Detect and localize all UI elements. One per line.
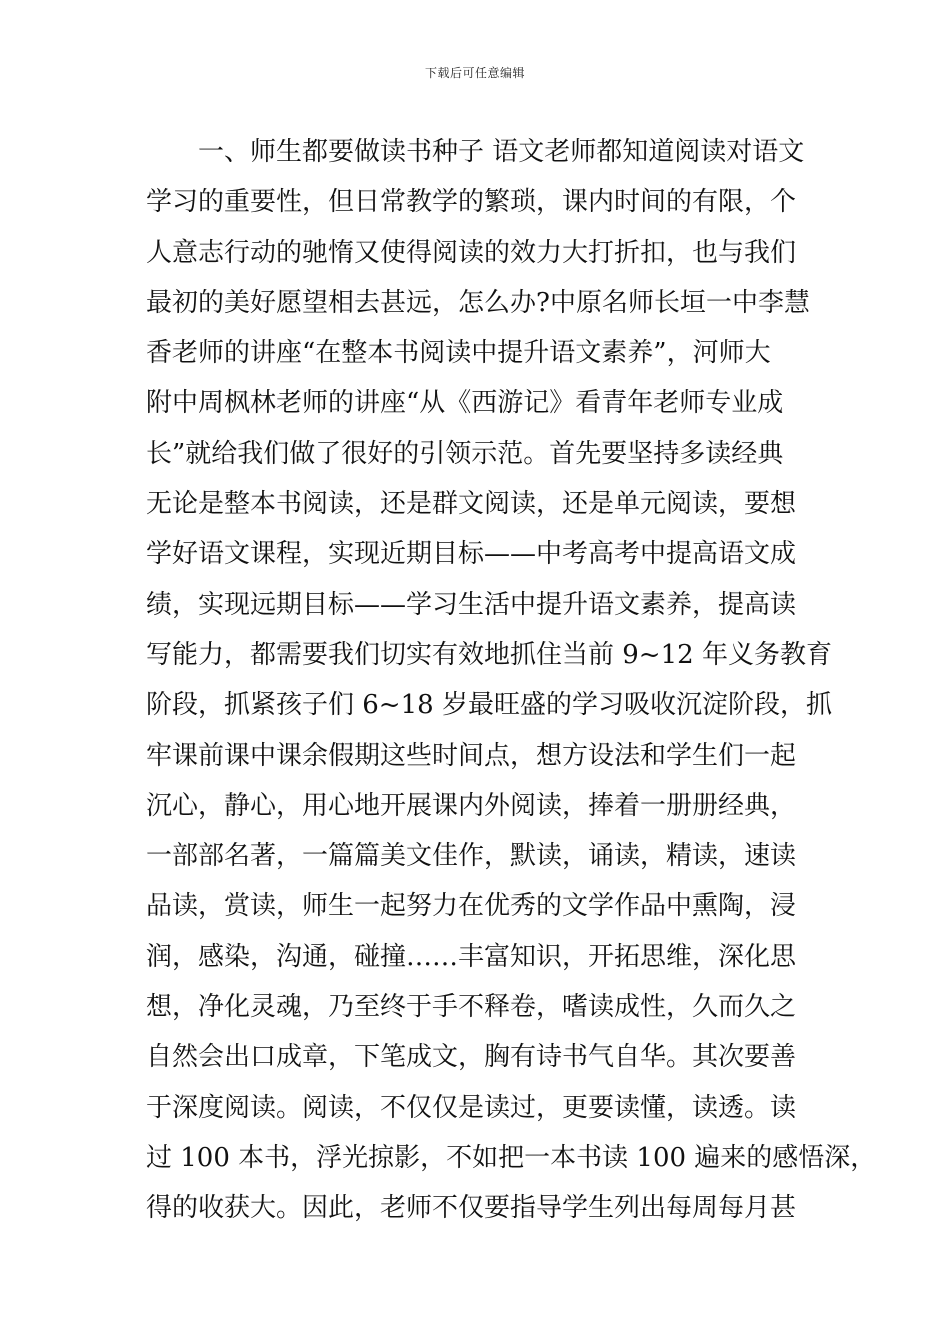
text-line: 于深度阅读。阅读，不仅仅是读过，更要读懂，读透。读 bbox=[146, 1092, 797, 1123]
text-line: 最初的美好愿望相去甚远，怎么办?中原名师长垣一中李慧 bbox=[146, 287, 810, 318]
page-header: 下载后可任意编辑 bbox=[424, 66, 525, 80]
text-line: 附中周枫林老师的讲座“从《西游记》看青年老师专业成 bbox=[146, 388, 784, 419]
text-line: 阶段，抓紧孩子们 6~18 岁最旺盛的学习吸收沉淀阶段，抓 bbox=[146, 690, 832, 721]
text-line: 润，感染，沟通，碰撞……丰富知识，开拓思维，深化思 bbox=[146, 941, 797, 972]
text-line: 绩，实现远期目标——学习生活中提升语文素养，提高读 bbox=[146, 589, 797, 620]
text-line: 一部部名著，一篇篇美文佳作，默读，诵读，精读，速读 bbox=[146, 841, 797, 872]
text-line: 过 100 本书，浮光掠影，不如把一本书读 100 遍来的感悟深， bbox=[146, 1142, 877, 1173]
text-line: 无论是整本书阅读，还是群文阅读，还是单元阅读，要想 bbox=[146, 489, 797, 520]
text-line: 沉心，静心，用心地开展课内外阅读，捧着一册册经典， bbox=[146, 790, 797, 821]
text-line: 人意志行动的驰惰又使得阅读的效力大打折扣，也与我们 bbox=[146, 237, 797, 268]
text-line: 自然会出口成章，下笔成文，胸有诗书气自华。其次要善 bbox=[146, 1042, 797, 1073]
document-body bbox=[146, 127, 877, 1234]
text-line: 长”就给我们做了很好的引领示范。首先要坚持多读经典 bbox=[146, 438, 784, 469]
text-line: 想，净化灵魂，乃至终于手不释卷，嗜读成性，久而久之 bbox=[146, 992, 797, 1023]
text-line: 写能力，都需要我们切实有效地抓住当前 9~12 年义务教育 bbox=[146, 639, 832, 670]
text-line: 香老师的讲座“在整本书阅读中提升语文素养”，河师大 bbox=[146, 338, 771, 369]
text-line: 学好语文课程，实现近期目标——中考高考中提高语文成 bbox=[146, 539, 797, 570]
text-line: 牢课前课中课余假期这些时间点，想方设法和学生们一起 bbox=[146, 740, 797, 771]
text-line: 得的收获大。因此，老师不仅要指导学生列出每周每月甚 bbox=[146, 1193, 797, 1224]
text-line: 一、师生都要做读书种子 语文老师都知道阅读对语文 bbox=[198, 137, 805, 167]
text-line: 学习的重要性，但日常教学的繁琐，课内时间的有限，个 bbox=[146, 187, 797, 218]
text-line: 品读，赏读，师生一起努力在优秀的文学作品中熏陶，浸 bbox=[146, 891, 797, 922]
